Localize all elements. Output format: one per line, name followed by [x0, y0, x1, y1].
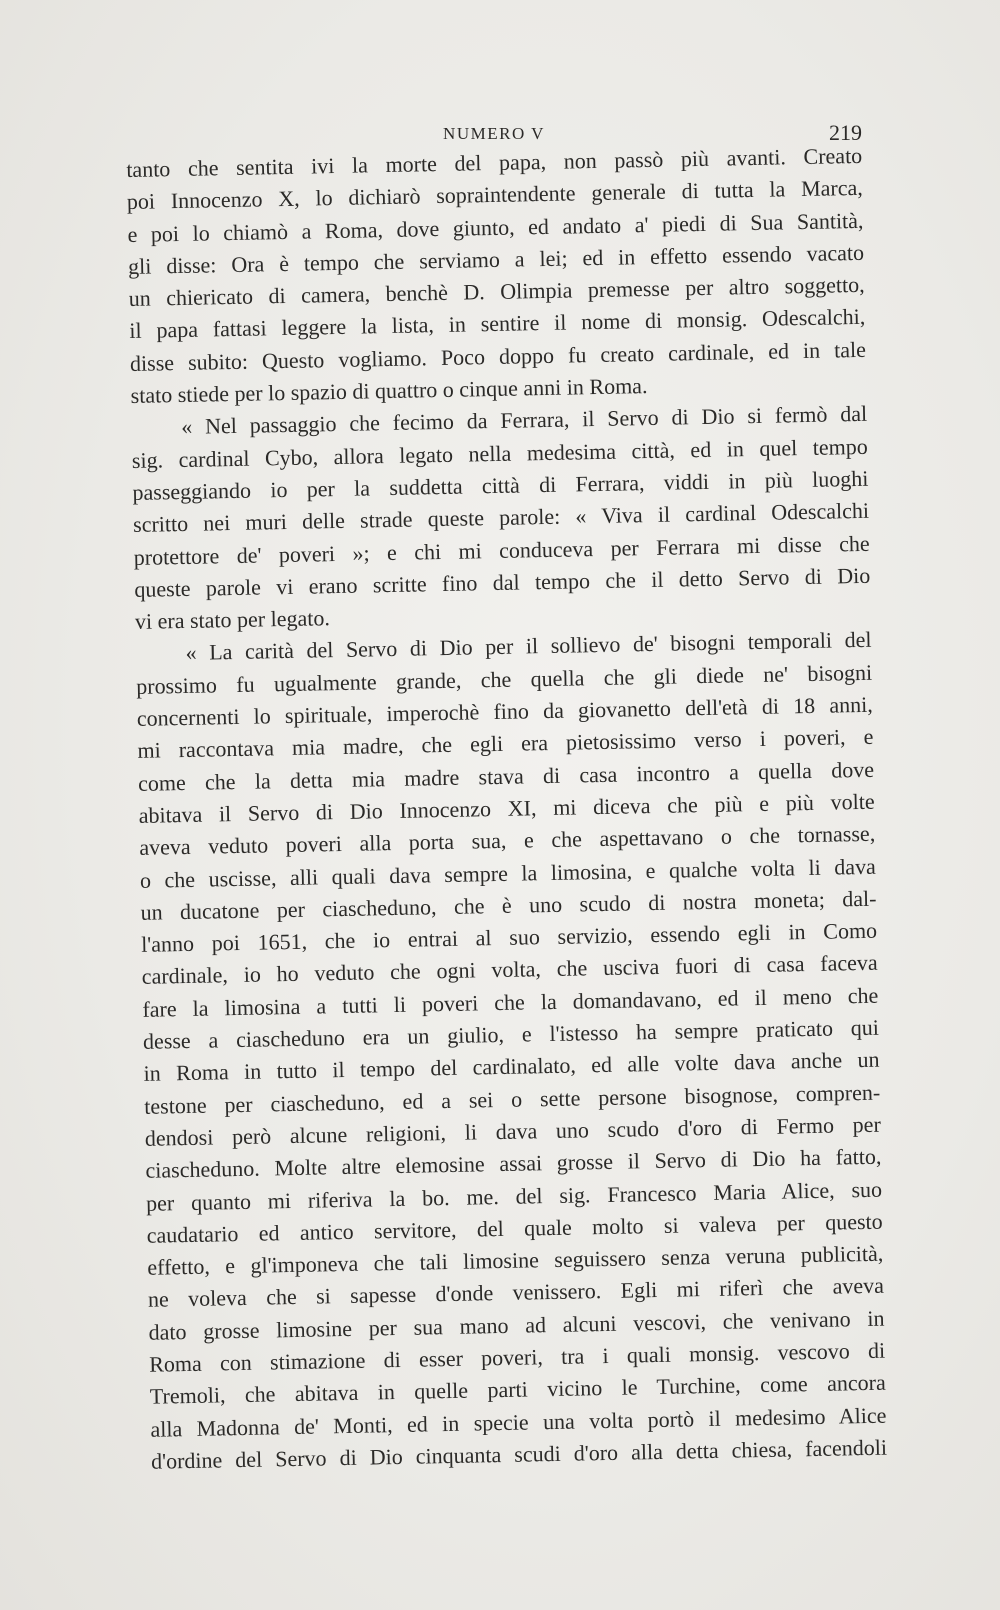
text-line: o che uscisse, alli quali dava sempre la limosina, e qualche volta li dava — [139, 853, 877, 893]
text-line: Tremoli, che abitava in quelle parti vicino le Turchine, come ancora — [149, 1369, 886, 1410]
text-line: sig. cardinal Cybo, allora legato nella medesima città, ed in quel tempo — [131, 433, 868, 473]
text-line: vi era stato per legato. — [134, 605, 331, 635]
text-line: desse a ciascheduno era un giulio, e l'istesso ha sempre praticato qui — [142, 1014, 880, 1054]
text-line: e poi lo chiamò a Roma, dove giunto, ed andato a' piedi di Sua Santità, — [127, 207, 864, 247]
text-line: « La carità del Servo di Dio per il sollievo de' bisogni temporali del — [185, 627, 872, 666]
text-line: per quanto mi riferiva la bo. me. del sig. Francesco Maria Alice, suo — [145, 1176, 883, 1216]
text-line: protettore de' poveri »; e chi mi conduceva per Ferrara mi disse che — [133, 530, 870, 570]
text-line: l'anno poi 1651, che io entrai al suo servizio, essendo egli in Como — [140, 917, 878, 957]
text-line: come che la detta mia madre stava di casa incontro a quella dove — [137, 756, 875, 796]
text-line: tanto che sentita ivi la morte del papa, non passò più avanti. Creato — [126, 142, 863, 182]
text-line: « Nel passaggio che fecimo da Ferrara, il Servo di Dio si fermò dal — [181, 401, 868, 440]
text-line: passeggiando io per la suddetta città di Ferrara, viddi in più luoghi — [132, 465, 869, 505]
text-line: alla Madonna de' Monti, ed in specie una volta portò il medesimo Alice — [150, 1402, 887, 1442]
text-line: poi Innocenzo X, lo dichiarò sopraintendente generale di tutta la Marca, — [126, 175, 864, 215]
text-line: queste parole vi erano scritte fino dal tempo che il detto Servo di Dio — [134, 562, 871, 602]
text-line: concernenti lo spirituale, imperochè fino da giovanetto dell'età di 18 anni, — [136, 691, 873, 731]
text-line: un chiericato di camera, benchè D. Olimpia premesse per altro soggetto, — [128, 272, 865, 312]
text-line: aveva veduto poveri alla porta sua, e che aspettavano o che tornasse, — [139, 820, 876, 861]
text-line: gli disse: Ora è tempo che serviamo a lei; ed in effetto essendo vacato — [127, 239, 865, 279]
text-line: Roma con stimazione di esser poveri, tra i quali monsig. vescovo di — [148, 1337, 886, 1377]
text-line: abitava il Servo di Dio Innocenzo XI, mi diceva che più e più volte — [138, 788, 875, 828]
running-title: NUMERO V — [443, 124, 545, 143]
body-text — [126, 140, 887, 1478]
text-line: testone per ciascheduno, ed a sei o sette persone bisognose, compren- — [144, 1079, 881, 1119]
text-line: cardinale, io ho veduto che ogni volta, che usciva fuori di casa faceva — [141, 950, 878, 990]
text-line: mi raccontava mia madre, che egli era pietosissimo verso i poveri, e — [137, 724, 874, 764]
text-line: disse subito: Questo vogliamo. Poco doppo fu creato cardinale, ed in tale — [129, 336, 867, 376]
text-line: stato stiede per lo spazio di quattro o cinque anni in Roma. — [130, 373, 648, 409]
text-line: d'ordine del Servo di Dio cinquanta scudi d'oro alla detta chiesa, facendoli — [150, 1434, 888, 1474]
text-line: un ducatone per ciascheduno, che è uno scudo di nostra moneta; dal- — [140, 885, 877, 925]
text-line: il papa fattasi leggere la lista, in sentire il nome di monsig. Odescalchi, — [129, 304, 866, 344]
text-line: ciascheduno. Molte altre elemosine assai grosse il Servo di Dio ha fatto, — [145, 1143, 882, 1184]
text-line: effetto, e gl'imponeva che tali limosine seguissero senza veruna publicità, — [147, 1240, 884, 1280]
text-line: prossimo fu ugualmente grande, che quella che gli diede ne' bisogni — [135, 659, 873, 699]
text-line: fare la limosina a tutti li poveri che la domandavano, ed il meno che — [142, 982, 879, 1022]
text-line: dato grosse limosine per sua mano ad alcuni vescovi, che venivano in — [148, 1305, 885, 1345]
text-line: scritto nei muri delle strade queste parole: « Viva il cardinal Odescalchi — [132, 498, 870, 538]
text-line: ne voleva che si sapesse d'onde venissero. Egli mi riferì che aveva — [147, 1273, 885, 1313]
text-line: dendosi però alcune religioni, li dava uno scudo d'oro di Fermo per — [144, 1111, 882, 1151]
text-line: in Roma in tutto il tempo del cardinalato, ed alle volte dava anche un — [143, 1047, 880, 1087]
page-number: 219 — [829, 120, 862, 145]
text-line: caudatario ed antico servitore, del quale molto si valeva per questo — [146, 1208, 883, 1248]
